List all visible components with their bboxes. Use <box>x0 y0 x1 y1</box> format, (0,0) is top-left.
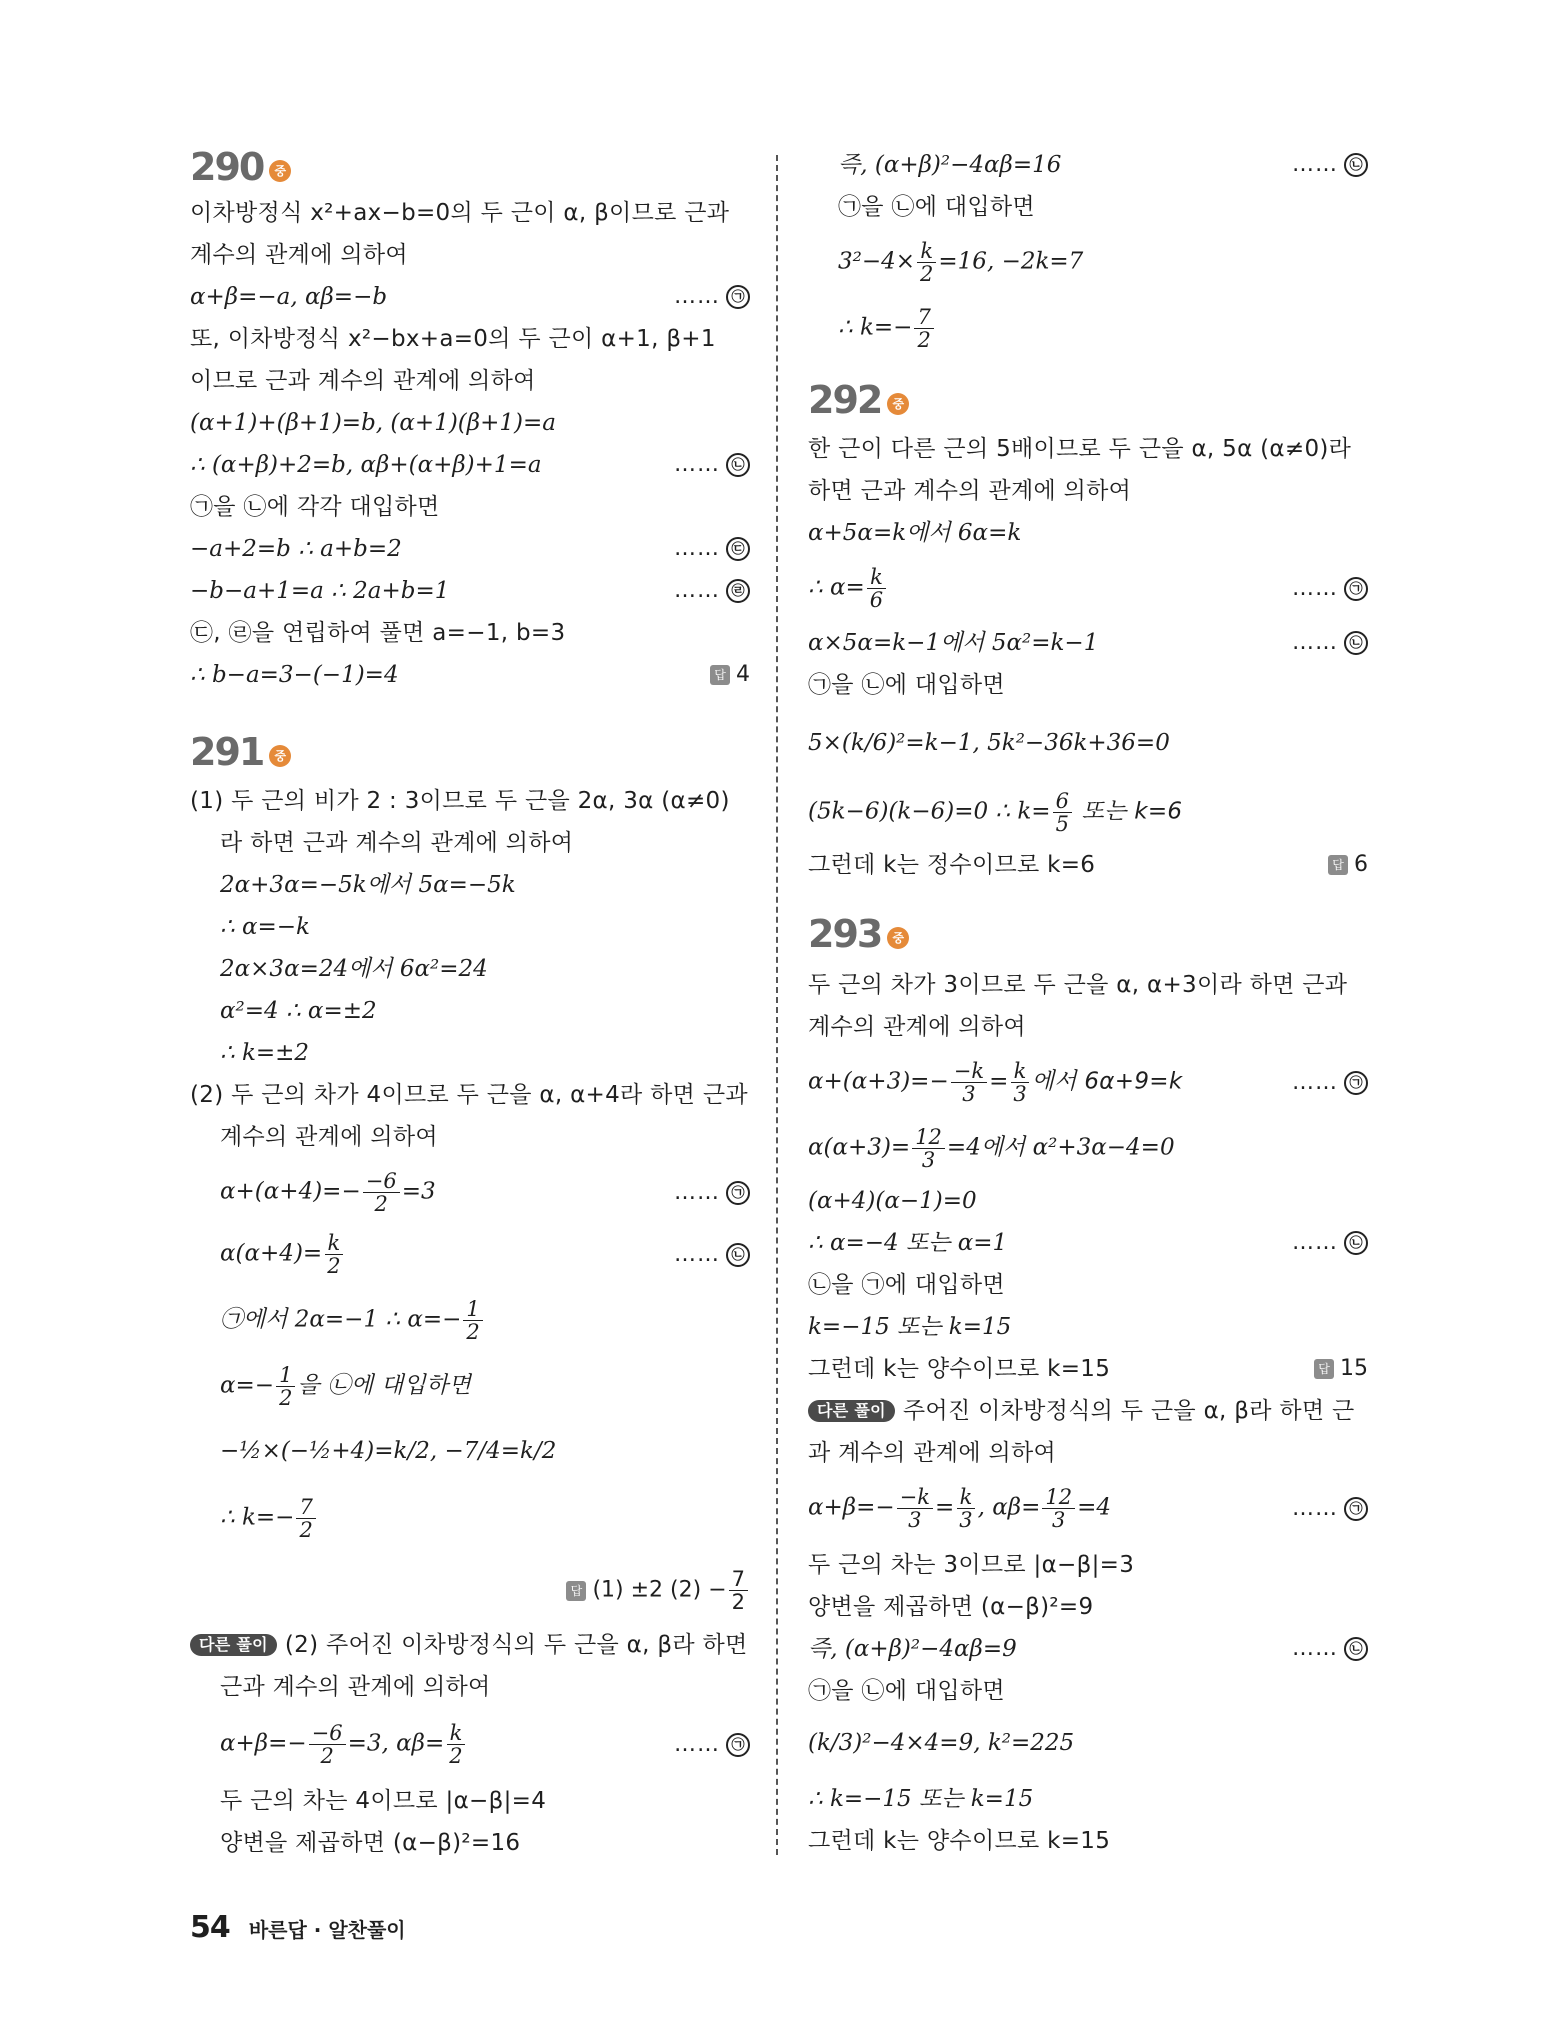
p291-eq: α=− $\frac{1}{2}$ 을 ㉡에 대입하면 <box>220 1363 472 1411</box>
level-badge: 중 <box>887 927 909 949</box>
mark-g: …… ㉠ <box>1292 574 1368 604</box>
p290-line: ㉠을 ㉡에 각각 대입하면 <box>190 494 440 520</box>
p290-line: ㉢, ㉣을 연립하여 풀면 a=−1, b=3 <box>190 620 566 646</box>
p293-alt: 과 계수의 관계에 의하여 <box>808 1440 1057 1466</box>
p290-line: ∴ b−a=3−(−1)=4 <box>190 662 399 688</box>
p291-line: 2α+3α=−5k에서 5α=−5k <box>220 872 516 898</box>
p290-line: ∴ (α+β)+2=b, αβ+(α+β)+1=a <box>190 452 542 478</box>
alt-badge: 다른 풀이 <box>190 1634 277 1656</box>
p292-line: ㉠을 ㉡에 대입하면 <box>808 672 1005 698</box>
mark-n: …… ㉡ <box>674 450 750 480</box>
problem-292-number: 292 중 <box>808 378 909 422</box>
p291-answer: 답 (1) ±2 (2) − $\frac{7}{2}$ <box>566 1568 750 1613</box>
mark-n: …… ㉡ <box>1292 628 1368 658</box>
p291-line: ∴ k=±2 <box>220 1040 310 1066</box>
problem-291-number: 291 중 <box>190 730 291 774</box>
p293-line: 두 근의 차가 3이므로 두 근을 α, α+3이라 하면 근과 <box>808 972 1348 998</box>
p290-line: 계수의 관계에 의하여 <box>190 242 408 268</box>
mark-r: …… ㉣ <box>674 576 750 606</box>
p293-alt-eq: (k/3)²−4×4=9, k²=225 <box>808 1730 1075 1756</box>
page-number: 54 <box>190 1910 230 1945</box>
p291-line: ∴ α=−k <box>220 914 310 940</box>
p291-line: (1) 두 근의 비가 2 : 3이므로 두 근을 2α, 3α (α≠0) <box>190 788 730 814</box>
p293-alt-eq: α+β=− $\frac{-k}{3}$ = $\frac{k}{3}$ , αβ= $\frac{12}{3}$ =4 <box>808 1485 1112 1533</box>
p290-line: −a+2=b ∴ a+b=2 <box>190 536 402 562</box>
p292-eq: (5k−6)(k−6)=0 ∴ k= $\frac{6}{5}$ 또는 k=6 <box>808 789 1183 837</box>
p290-line: α+β=−a, αβ=−b <box>190 284 388 310</box>
p291-eq: ㉠에서 2α=−1 ∴ α=− $\frac{1}{2}$ <box>220 1298 485 1343</box>
p291-eq: −½×(−½+4)=k/2, −7/4=k/2 <box>220 1438 557 1464</box>
p291-line: (2) 두 근의 차가 4이므로 두 근을 α, α+4라 하면 근과 <box>190 1082 748 1108</box>
p293-alt: 즉, (α+β)²−4αβ=9 <box>808 1636 1017 1662</box>
mark-d: …… ㉢ <box>674 534 750 564</box>
p293-line: ∴ α=−4 또는 α=1 <box>808 1230 1008 1256</box>
column-divider <box>776 155 778 1855</box>
p293-alt: ∴ k=−15 또는 k=15 <box>808 1786 1034 1812</box>
p290-answer: 답 4 <box>710 660 750 690</box>
cont-line: 즉, (α+β)²−4αβ=16 <box>838 152 1062 178</box>
p292-line: 그런데 k는 정수이므로 k=6 <box>808 852 1096 878</box>
p293-alt: 그런데 k는 양수이므로 k=15 <box>808 1828 1111 1854</box>
mark-g: …… ㉠ <box>1292 1068 1368 1098</box>
p291-line: 2α×3α=24에서 6α²=24 <box>220 956 488 982</box>
cont-eq: 3²−4× $\frac{k}{2}$ =16, −2k=7 <box>838 239 1084 287</box>
p293-line: k=−15 또는 k=15 <box>808 1314 1012 1340</box>
p292-line: 한 근이 다른 근의 5배이므로 두 근을 α, 5α (α≠0)라 <box>808 436 1352 462</box>
p293-line: (α+4)(α−1)=0 <box>808 1188 977 1214</box>
p290-line: 또, 이차방정식 x²−bx+a=0의 두 근이 α+1, β+1 <box>190 326 716 352</box>
p290-line: (α+1)+(β+1)=b, (α+1)(β+1)=a <box>190 410 556 436</box>
p293-line: 계수의 관계에 의하여 <box>808 1014 1026 1040</box>
problem-290-number: 290 중 <box>190 145 291 189</box>
mark-n: …… ㉡ <box>1292 150 1368 180</box>
p293-eq: α(α+3)= $\frac{12}{3}$ =4에서 α²+3α−4=0 <box>808 1125 1175 1173</box>
p293-alt: ㉠을 ㉡에 대입하면 <box>808 1678 1005 1704</box>
p290-line: 이므로 근과 계수의 관계에 의하여 <box>190 368 536 394</box>
mark-g: …… ㉠ <box>674 1178 750 1208</box>
mark-g: …… ㉠ <box>1292 1494 1368 1524</box>
p291-line: 계수의 관계에 의하여 <box>220 1124 438 1150</box>
p291-alt-eq: α+β=− $\frac{-6}{2}$ =3, αβ= $\frac{k}{2}$ <box>220 1722 468 1767</box>
p293-eq: α+(α+3)=− $\frac{-k}{3}$ = $\frac{k}{3}$ 에서 6α+9=k <box>808 1059 1183 1107</box>
p292-eq: ∴ α= $\frac{k}{6}$ <box>808 566 888 611</box>
p290-line: −b−a+1=a ∴ 2a+b=1 <box>190 578 450 604</box>
page-footer <box>190 1910 406 1945</box>
mark-g: …… ㉠ <box>674 1730 750 1760</box>
p292-line: 하면 근과 계수의 관계에 의하여 <box>808 478 1132 504</box>
p291-alt: 두 근의 차는 4이므로 |α−β|=4 <box>220 1788 547 1814</box>
p291-line: α²=4 ∴ α=±2 <box>220 998 377 1024</box>
p292-line: α×5α=k−1에서 5α²=k−1 <box>808 630 1099 656</box>
mark-n: …… ㉡ <box>1292 1228 1368 1258</box>
problem-293-number: 293 중 <box>808 912 909 956</box>
level-badge: 중 <box>269 160 291 182</box>
p291-eq: ∴ k=− $\frac{7}{2}$ <box>220 1496 318 1541</box>
p291-alt: 다른 풀이 (2) 주어진 이차방정식의 두 근을 α, β라 하면 <box>190 1630 747 1660</box>
p292-eq: 5×(k/6)²=k−1, 5k²−36k+36=0 <box>808 730 1170 756</box>
p293-alt: 다른 풀이 주어진 이차방정식의 두 근을 α, β라 하면 근 <box>808 1396 1355 1426</box>
alt-badge: 다른 풀이 <box>808 1400 895 1422</box>
p291-line: 라 하면 근과 계수의 관계에 의하여 <box>220 830 574 856</box>
p293-alt: 양변을 제곱하면 (α−β)²=9 <box>808 1594 1094 1620</box>
mark-n: …… ㉡ <box>1292 1634 1368 1664</box>
book-title: 바른답 · 알찬풀이 <box>248 1918 406 1942</box>
p293-line: 그런데 k는 양수이므로 k=15 <box>808 1356 1111 1382</box>
mark-n: …… ㉡ <box>674 1240 750 1270</box>
p293-alt: 두 근의 차는 3이므로 |α−β|=3 <box>808 1552 1135 1578</box>
cont-line: ㉠을 ㉡에 대입하면 <box>838 194 1035 220</box>
cont-eq: ∴ k=− $\frac{7}{2}$ <box>838 306 936 351</box>
p290-line: 이차방정식 x²+ax−b=0의 두 근이 α, β이므로 근과 <box>190 200 730 226</box>
p291-eq: α+(α+4)=− $\frac{-6}{2}$ =3 <box>220 1169 436 1217</box>
p292-answer: 답 6 <box>1328 850 1368 880</box>
p293-answer: 답 15 <box>1314 1354 1368 1384</box>
p291-alt: 양변을 제곱하면 (α−β)²=16 <box>220 1830 521 1856</box>
p292-line: α+5α=k에서 6α=k <box>808 520 1022 546</box>
p293-line: ㉡을 ㉠에 대입하면 <box>808 1272 1005 1298</box>
mark-g: …… ㉠ <box>674 282 750 312</box>
p291-alt: 근과 계수의 관계에 의하여 <box>220 1674 491 1700</box>
level-badge: 중 <box>269 745 291 767</box>
p291-eq: α(α+4)= $\frac{k}{2}$ <box>220 1232 346 1277</box>
level-badge: 중 <box>887 393 909 415</box>
